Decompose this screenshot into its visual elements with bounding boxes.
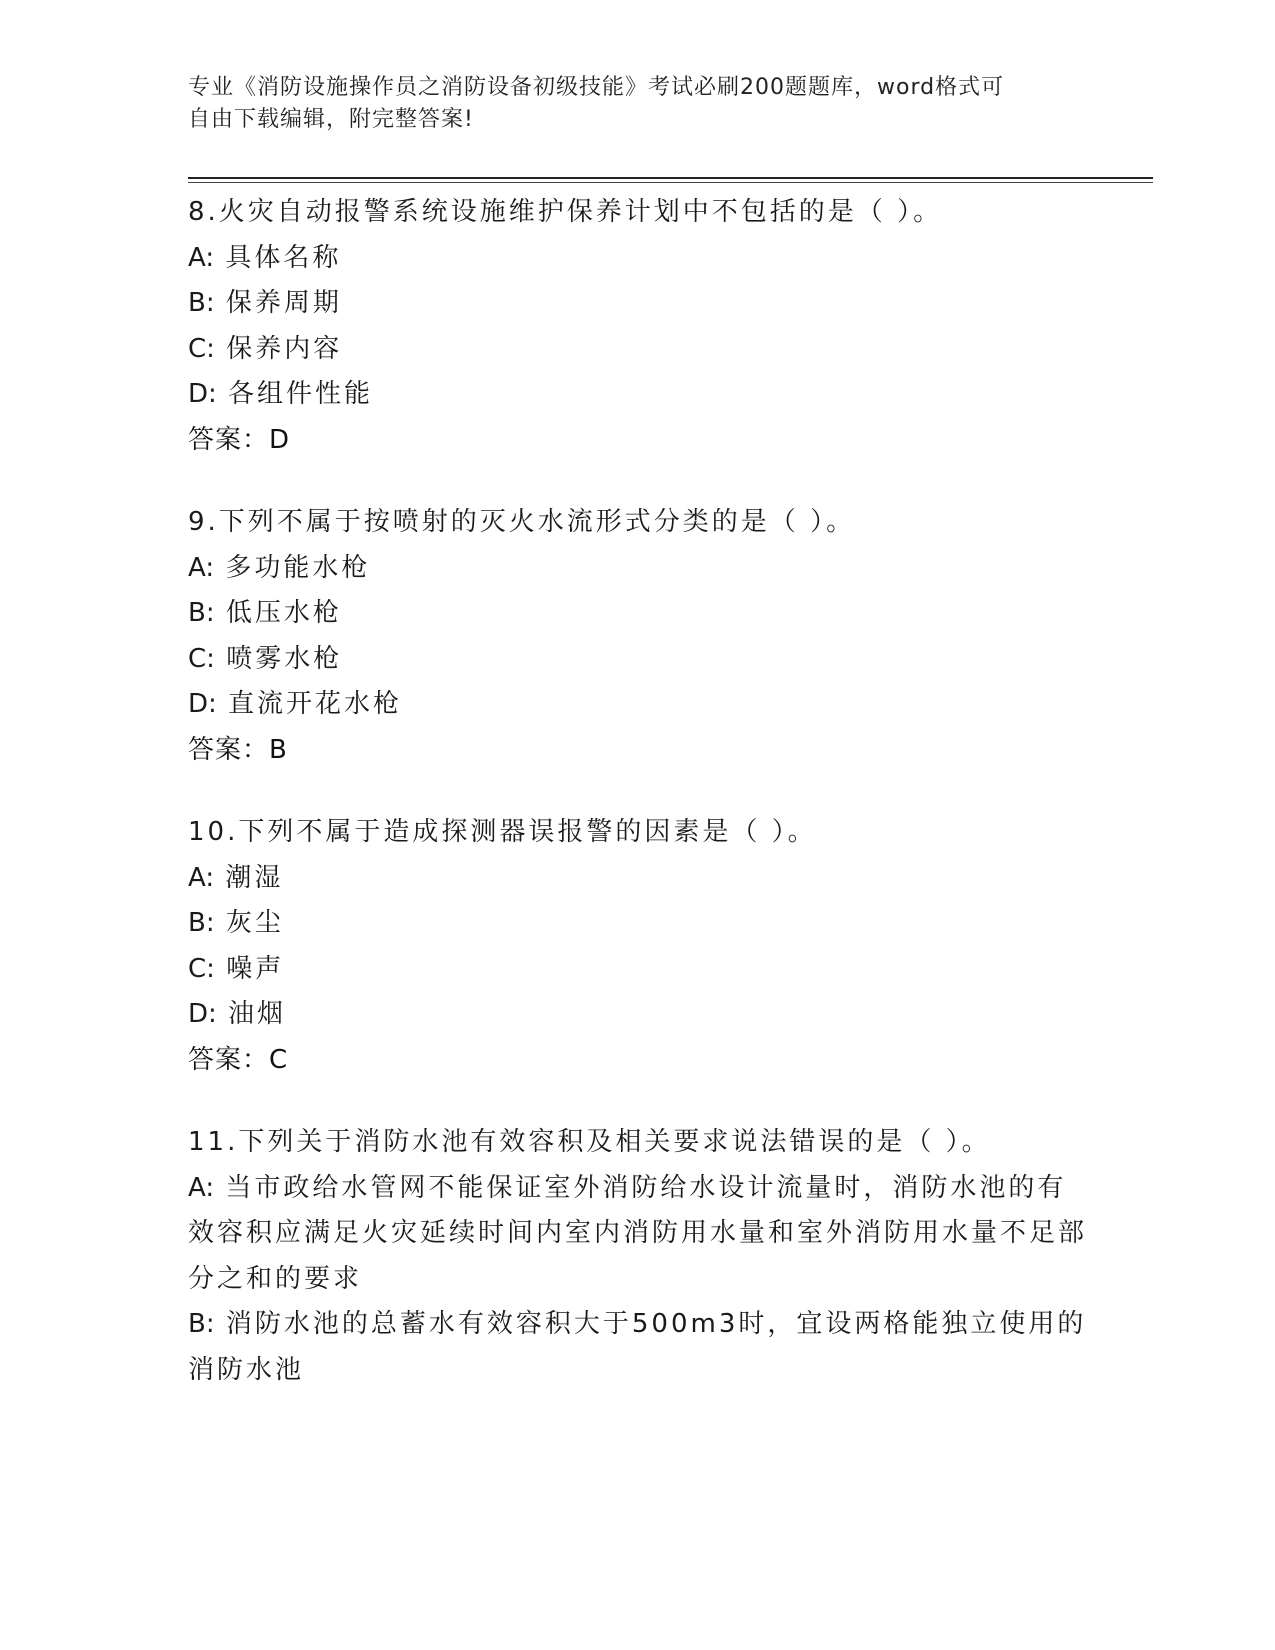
answer-label: 答案：	[188, 424, 270, 455]
question-stem: 10.下列不属于造成探测器误报警的因素是（ ）。	[188, 817, 817, 847]
option-letter: C:	[188, 643, 215, 674]
option-a	[188, 236, 1088, 282]
option-c	[188, 637, 1088, 683]
option-letter: D:	[188, 999, 217, 1029]
option-b	[188, 591, 1088, 637]
option-letter: B:	[188, 288, 215, 318]
option-text: 灰尘	[225, 908, 284, 938]
option-text: 保养周期	[225, 288, 342, 318]
option-letter: C:	[188, 953, 215, 984]
question-list	[188, 190, 1088, 1430]
option-d	[188, 372, 1088, 418]
option-text: 多功能水枪	[225, 552, 371, 583]
option-c	[188, 947, 1088, 993]
question-10	[188, 810, 1088, 1083]
option-text: 潮湿	[225, 862, 284, 893]
question-stem: 8.火灾自动报警系统设施维护保养计划中不包括的是（ ）。	[188, 197, 943, 227]
header-line-2: 自由下载编辑，附完整答案!	[188, 107, 474, 132]
option-text: 保养内容	[226, 333, 343, 364]
answer-label: 答案：	[188, 1044, 270, 1075]
header-divider-thick	[188, 177, 1153, 179]
answer-value: D	[269, 424, 290, 455]
option-letter: A:	[188, 862, 215, 893]
document-header	[188, 72, 1068, 136]
option-text: 当市政给水管网不能保证室外消防给水设计流量时，消防水池的有效容积应满足火灾延续时间内室内消防用水量和室外消防用水量不足部分之和的要求	[188, 1172, 1088, 1294]
option-text: 喷雾水枪	[226, 643, 343, 674]
answer-value: C	[269, 1044, 288, 1075]
option-b	[188, 901, 1088, 947]
header-line-1: 专业《消防设施操作员之消防设备初级技能》考试必刷200题题库，word格式可	[188, 75, 1005, 100]
question-11	[188, 1120, 1088, 1393]
option-letter: D:	[188, 689, 217, 719]
option-d	[188, 682, 1088, 728]
option-a	[188, 1166, 1088, 1303]
option-a	[188, 546, 1088, 592]
option-text: 低压水枪	[225, 598, 342, 628]
answer-label: 答案：	[188, 734, 270, 765]
option-text: 各组件性能	[228, 379, 374, 409]
option-letter: A:	[188, 242, 215, 273]
option-letter: B:	[188, 1309, 215, 1339]
answer-value: B	[269, 734, 287, 765]
option-letter: A:	[188, 552, 215, 583]
option-letter: A:	[188, 1172, 215, 1203]
option-text: 消防水池的总蓄水有效容积大于500m3时，宜设两格能独立使用的消防水池	[188, 1309, 1087, 1385]
header-divider-thin	[188, 182, 1153, 183]
answer-line	[188, 728, 1088, 774]
question-9	[188, 500, 1088, 773]
option-letter: B:	[188, 598, 215, 628]
answer-line	[188, 1038, 1088, 1084]
question-stem: 9.下列不属于按喷射的灭火水流形式分类的是（ ）。	[188, 507, 856, 537]
option-letter: B:	[188, 908, 215, 938]
option-text: 噪声	[226, 953, 285, 984]
question-8	[188, 190, 1088, 463]
option-text: 直流开花水枪	[228, 689, 403, 719]
option-d	[188, 992, 1088, 1038]
option-c	[188, 327, 1088, 373]
option-letter: C:	[188, 333, 215, 364]
question-stem: 11.下列关于消防水池有效容积及相关要求说法错误的是（ ）。	[188, 1127, 991, 1157]
option-a	[188, 856, 1088, 902]
answer-line	[188, 418, 1088, 464]
option-text: 具体名称	[225, 242, 342, 273]
option-b	[188, 1302, 1088, 1393]
option-letter: D:	[188, 379, 217, 409]
option-b	[188, 281, 1088, 327]
option-text: 油烟	[228, 999, 287, 1029]
